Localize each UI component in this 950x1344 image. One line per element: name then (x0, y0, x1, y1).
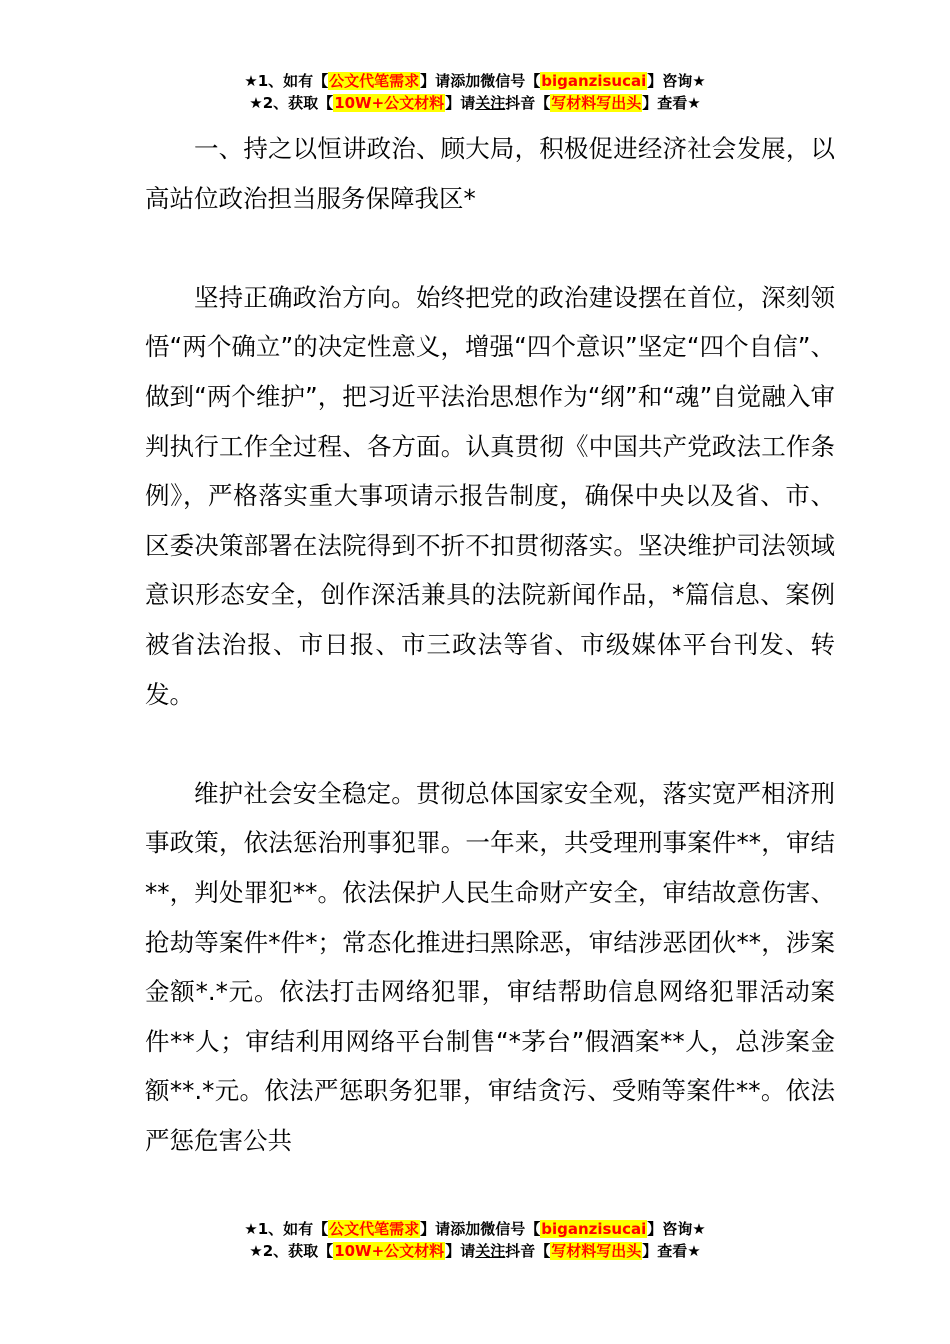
paragraph-gap (145, 223, 835, 273)
footer-banner (0, 1218, 950, 1262)
banner-line-2 (0, 1240, 950, 1262)
banner-text: ★1、如有【 (244, 72, 329, 90)
banner-text: 微信号【 (480, 72, 541, 90)
banner-text: ★2、获取【 (249, 1242, 334, 1260)
banner-text: 】请 (445, 1242, 476, 1260)
banner-text: 微信号【 (480, 1220, 541, 1238)
douyin-id-tag: 写材料写出头 (551, 94, 642, 112)
banner-text: ★1、如有【 (244, 1220, 329, 1238)
banner-text: 】咨询★ (647, 72, 706, 90)
banner-line-1 (0, 1218, 950, 1240)
banner-text: 】请 (420, 1220, 451, 1238)
wechat-id-tag: biganzisucai (541, 72, 647, 90)
section-heading: 一、持之以恒讲政治、顾大局，积极促进经济社会发展，以高站位政治担当服务保障我区* (145, 134, 835, 213)
douyin-id-tag: 写材料写出头 (551, 1242, 642, 1260)
document-body (145, 124, 835, 1165)
banner-text: 抖音【 (505, 94, 551, 112)
paragraph-social-stability: 维护社会安全稳定。贯彻总体国家安全观，落实宽严相济刑事政策，依法惩治刑事犯罪。一年来，共受理刑事案件**，审结**，判处罪犯**。依法保护人民生命财产安全，审结故意伤害、抢劫等案件*件*；常态化推进扫黑除恶，审结涉恶团伙**，涉案金额*.*元。依法打击网络犯罪，审结帮助信息网络犯罪活动案件**人；审结利用网络平台制售“*茅台”假酒案**人，总涉案金额**.*元。依法严惩职务犯罪，审结贪污、受贿等案件**。依法严惩危害公共 (145, 778, 835, 1155)
banner-text: 抖音【 (505, 1242, 551, 1260)
banner-text: 】查看★ (642, 1242, 701, 1260)
banner-emphasis: 关注 (475, 94, 506, 112)
banner-text: 】请 (445, 94, 476, 112)
wechat-id-tag: biganzisucai (541, 1220, 647, 1238)
banner-text: ★2、获取【 (249, 94, 334, 112)
banner-emphasis: 添加 (450, 72, 481, 90)
paragraph-gap (145, 719, 835, 769)
highlight-tag: 公文代笔需求 (329, 1220, 420, 1238)
banner-line-2 (0, 92, 950, 114)
banner-line-1 (0, 70, 950, 92)
banner-emphasis: 添加 (450, 1220, 481, 1238)
header-banner (0, 70, 950, 114)
banner-text: 】请 (420, 72, 451, 90)
paragraph-political-direction: 坚持正确政治方向。始终把党的政治建设摆在首位，深刻领悟“两个确立”的决定性意义，增强“四个意识”坚定“四个自信”、做到“两个维护”，把习近平法治思想作为“纲”和“魂”自觉融入审判执行工作全过程、各方面。认真贯彻《中国共产党政法工作条例》，严格落实重大事项请示报告制度，确保中央以及省、市、区委决策部署在法院得到不折不扣贯彻落实。坚决维护司法领域意识形态安全，创作深活兼具的法院新闻作品，*篇信息、案例被省法治报、市日报、市三政法等省、市级媒体平台刊发、转发。 (145, 282, 835, 709)
highlight-tag: 10W+公文材料 (334, 1242, 445, 1260)
banner-text: 】查看★ (642, 94, 701, 112)
banner-text: 】咨询★ (647, 1220, 706, 1238)
banner-emphasis: 关注 (475, 1242, 506, 1260)
highlight-tag: 10W+公文材料 (334, 94, 445, 112)
highlight-tag: 公文代笔需求 (329, 72, 420, 90)
